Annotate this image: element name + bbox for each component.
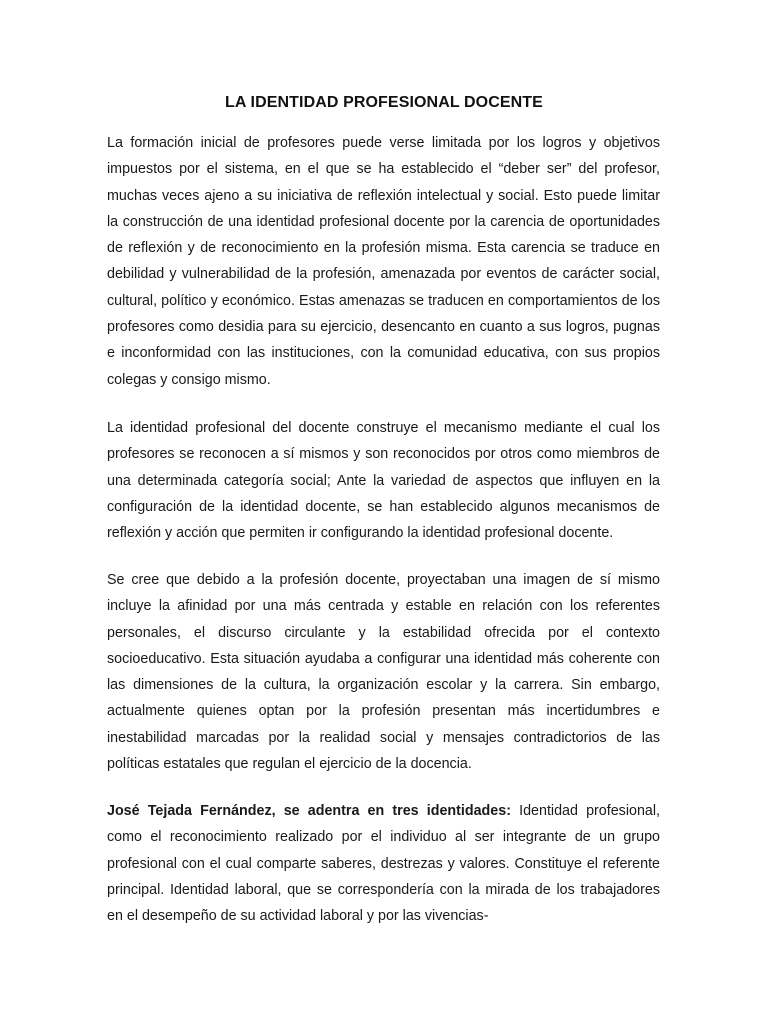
page-title: LA IDENTIDAD PROFESIONAL DOCENTE bbox=[225, 94, 543, 111]
paragraph-4-lead: José Tejada Fernández, se adentra en tres identidades: bbox=[107, 803, 511, 819]
paragraph-3: Se cree que debido a la profesión docente, proyectaban una imagen de sí mismo incluye la afinidad por una más centrada y estable en relación con los referentes personales, el discurso circulante y la estabilidad ofrecida por el contexto socioeducativo. Esta situación ayudaba a configurar una identidad más coherente con las dimensiones de la cultura, la organización escolar y la carrera. Sin embargo, actualmente quienes optan por la profesión presentan más incertidumbres e inestabilidad marcadas por la realidad social y mensajes contradictorios de las políticas estatales que regulan el ejercicio de la docencia. bbox=[107, 572, 660, 773]
paragraph-1: La formación inicial de profesores puede verse limitada por los logros y objetivos impuestos por el sistema, en el que se ha establecido el “deber ser” del profesor, muchas veces ajeno a su iniciativa de reflexión intelectual y social. Esto puede limitar la construcción de una identidad profesional docente por la carencia de oportunidades de reflexión y de reconocimiento en la profesión misma. Esta carencia se traduce en debilidad y vulnerabilidad de la profesión, amenazada por eventos de carácter social, cultural, político y económico. Estas amenazas se traducen en comportamientos de los profesores como desidia para su ejercicio, desencanto en cuanto a sus logros, pugnas e inconformidad con las instituciones, con la comunidad educativa, con sus propios colegas y consigo mismo. bbox=[107, 135, 660, 388]
paragraph-4-text: Identidad profesional, como el reconocimiento realizado por el individuo al ser integrante de un grupo profesional con el cual comparte saberes, destrezas y valores. Constituye el referente principal. Identidad laboral, que se correspondería con la mirada de los trabajadores en el desempeño de su actividad laboral y por las vivencias- bbox=[107, 803, 660, 925]
paragraph-4 bbox=[107, 798, 660, 929]
paragraph-2: La identidad profesional del docente construye el mecanismo mediante el cual los profesores se reconocen a sí mismos y son reconocidos por otros como miembros de una determinada categoría social; Ante la variedad de aspectos que influyen en la configuración de la identidad docente, se han establecido algunos mecanismos de reflexión y acción que permiten ir configurando la identidad profesional docente. bbox=[107, 420, 660, 542]
